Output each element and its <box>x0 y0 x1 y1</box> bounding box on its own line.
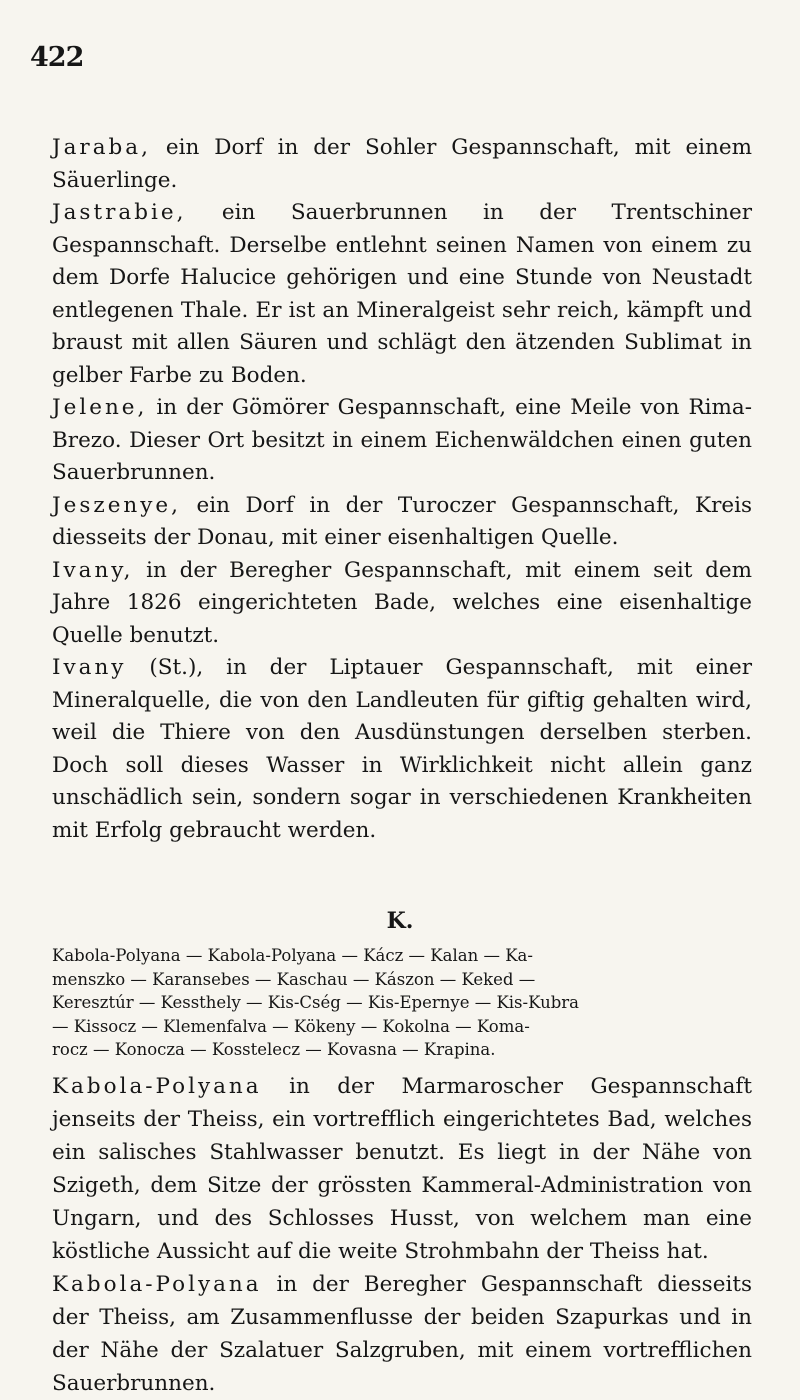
entry-ivany <box>52 555 752 653</box>
k-entries-block <box>52 1070 752 1400</box>
entry-ivany-st <box>52 652 752 847</box>
page-number: 422 <box>30 42 84 73</box>
entry-text: (St.), in der Liptauer Gespannschaft, mit einer Mineralquelle, die von den Landleuten für giftig gehalten wird, weil die Thiere von den Ausdünstungen derselben sterben. Doch soll dieses Wasser in Wirklichkeit nicht allein ganz unschädlich sein, sondern sogar in verschiedenen Krankheiten mit Erfolg gebraucht werden. <box>52 655 752 843</box>
entry-head: Jeszenye, <box>52 492 181 518</box>
section-k-index <box>52 944 752 1062</box>
index-line: rocz — Konocza — Kosstelecz — Kovasna — Krapina. <box>52 1040 496 1059</box>
entry-head: Jastrabie, <box>52 200 187 225</box>
index-line: menszko — Karansebes — Kaschau — Kászon — Keked — <box>52 969 536 989</box>
entry-jastrabie <box>52 197 752 392</box>
entry-jelene <box>52 392 752 490</box>
entry-jaraba <box>52 132 752 197</box>
section-heading-k: K. <box>386 908 414 934</box>
entry-head: Ivany, <box>52 557 134 583</box>
entry-head: Ivany <box>52 655 127 680</box>
entry-jeszenye <box>52 490 752 555</box>
entry-kabola-polyana-bereg <box>52 1268 752 1400</box>
index-line: Kabola-Polyana — Kabola-Polyana — Kácz — Kalan — Ka- <box>52 946 533 965</box>
entry-head: Kabola-Polyana <box>52 1074 262 1099</box>
entry-head: Kabola-Polyana <box>52 1272 262 1297</box>
index-line: — Kissocz — Klemenfalva — Kökeny — Kokolna — Koma- <box>52 1016 530 1036</box>
entry-text: in der Marmaroscher Gespannschaft jenseits der Theiss, ein vortrefflich eingerichtetes Bad, welches ein salisches Stahlwasser benutzt. Es liegt in der Nähe von Szigeth, dem Sitze der grössten Kammeral-Administration von Ungarn, und des Schlosses Husst, von welchem man eine köstliche Aussicht auf die weite Strohmbahn der Theiss hat. <box>52 1074 752 1264</box>
entry-head: Jaraba, <box>52 135 151 160</box>
entry-text: ein Sauerbrunnen in der Trentschiner Gespannschaft. Derselbe entlehnt seinen Namen von einem zu dem Dorfe Halucice gehörigen und eine Stunde von Neustadt entlegenen Thale. Er ist an Mineralgeist sehr reich, kämpft und braust mit allen Säuren und schlägt den ätzenden Sublimat in gelber Farbe zu Boden. <box>52 200 752 388</box>
entry-text: in der Beregher Gespannschaft, mit einem seit dem Jahre 1826 eingerichteten Bade, welches eine eisenhaltige Quelle benutzt. <box>52 557 752 648</box>
entry-text: ein Dorf in der Turoczer Gespannschaft, Kreis diesseits der Donau, mit einer eisenhaltigen Quelle. <box>52 492 752 550</box>
entry-text: in der Beregher Gespannschaft diesseits der Theiss, am Zusammenflusse der beiden Szapurkas und in der Nähe der Szalatuer Salzgruben, mit einem vortrefflichen Sauerbrunnen. <box>52 1272 752 1396</box>
entries-block <box>52 132 752 847</box>
entry-kabola-polyana-marmaros <box>52 1070 752 1268</box>
entry-head: Jelene, <box>52 395 148 420</box>
entry-text: ein Dorf in der Sohler Gespannschaft, mit einem Säuerlinge. <box>52 135 752 193</box>
entry-text: in der Gömörer Gespannschaft, eine Meile von Rima-Brezo. Dieser Ort besitzt in einem Eichenwäldchen einen guten Sauerbrunnen. <box>52 395 752 485</box>
index-line: Keresztúr — Kessthely — Kis-Cség — Kis-Epernye — Kis-Kubra <box>52 993 579 1012</box>
